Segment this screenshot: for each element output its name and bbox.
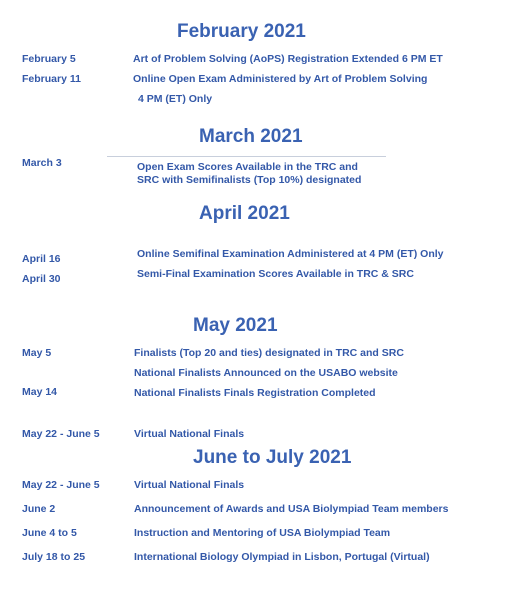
event-text: Virtual National Finals bbox=[134, 479, 245, 491]
date-label: June 2 bbox=[22, 503, 56, 515]
date-label: May 14 bbox=[22, 386, 58, 398]
event-text: Online Semifinal Examination Administered at 4 PM (ET) Only bbox=[137, 248, 444, 260]
event-text: National Finalists Finals Registration Completed bbox=[134, 387, 376, 399]
divider-line bbox=[107, 156, 386, 157]
date-label: May 5 bbox=[22, 347, 52, 359]
event-text: Announcement of Awards and USA Biolympiad Team members bbox=[134, 503, 449, 515]
date-label: June 4 to 5 bbox=[22, 527, 77, 539]
event-text: Online Open Exam Administered by Art of Problem Solving bbox=[133, 73, 428, 85]
event-text: SRC with Semifinalists (Top 10%) designated bbox=[137, 174, 362, 186]
event-text: Finalists (Top 20 and ties) designated in TRC and SRC bbox=[134, 347, 404, 359]
section-heading-march: March 2021 bbox=[199, 126, 303, 147]
event-text: Open Exam Scores Available in the TRC and bbox=[137, 161, 358, 173]
date-label: July 18 to 25 bbox=[22, 551, 86, 563]
section-heading-june-july: June to July 2021 bbox=[193, 447, 352, 468]
event-text: National Finalists Announced on the USABO website bbox=[134, 367, 398, 379]
date-label: February 11 bbox=[22, 73, 81, 85]
event-text: International Biology Olympiad in Lisbon, Portugal (Virtual) bbox=[134, 551, 430, 563]
date-label: April 30 bbox=[22, 273, 61, 285]
event-text: Instruction and Mentoring of USA Biolympiad Team bbox=[134, 527, 391, 539]
section-heading-april: April 2021 bbox=[199, 203, 290, 224]
date-label: May 22 - June 5 bbox=[22, 479, 100, 491]
section-heading-may: May 2021 bbox=[193, 315, 278, 336]
event-text: Semi-Final Examination Scores Available in TRC & SRC bbox=[137, 268, 414, 280]
date-label: February 5 bbox=[22, 53, 76, 65]
date-label: May 22 - June 5 bbox=[22, 428, 100, 440]
section-heading-february: February 2021 bbox=[177, 21, 306, 42]
event-text: 4 PM (ET) Only bbox=[138, 93, 213, 105]
date-label: April 16 bbox=[22, 253, 61, 265]
date-label: March 3 bbox=[22, 157, 62, 169]
event-text: Art of Problem Solving (AoPS) Registration Extended 6 PM ET bbox=[133, 53, 443, 65]
event-text: Virtual National Finals bbox=[134, 428, 245, 440]
